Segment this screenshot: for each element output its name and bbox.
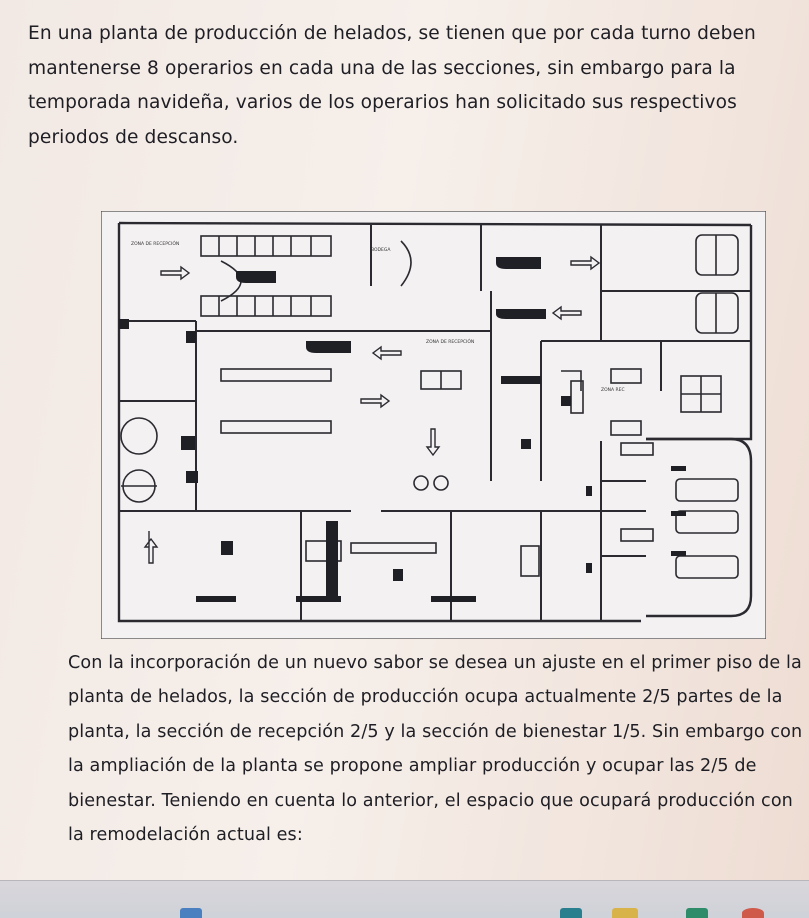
problem-intro: En una planta de producción de helados, se tienen que por cada turno deben mantenerse 8 operarios en cada una de las secciones, sin embargo para la temporada navideña, varios de los operarios han solicitado sus respectivos periodos de descanso. xyxy=(28,23,756,148)
label-zona-rec2: ZONA REC xyxy=(601,388,625,393)
floor-plan-diagram xyxy=(101,211,766,639)
taskbar xyxy=(0,880,809,918)
label-top-left: ZONA DE RECEPCIÓN xyxy=(131,242,180,247)
label-zona-recepcion: ZONA DE RECEPCIÓN xyxy=(426,340,475,345)
problem-question: Con la incorporación de un nuevo sabor se desea un ajuste en el primer piso de la planta de helados, la sección de producción ocupa actualmente 2/5 partes de la planta, la sección de recepción 2/5 y la sección de bienestar 1/5. Sin embargo con la ampliación de la planta se propone ampliar producción y ocupar las 2/5 de bienestar. Teniendo en cuenta lo anterior, el espacio que ocupará producción con la remodelación actual es: xyxy=(68,653,803,846)
label-bodega: BODEGA xyxy=(371,248,391,253)
